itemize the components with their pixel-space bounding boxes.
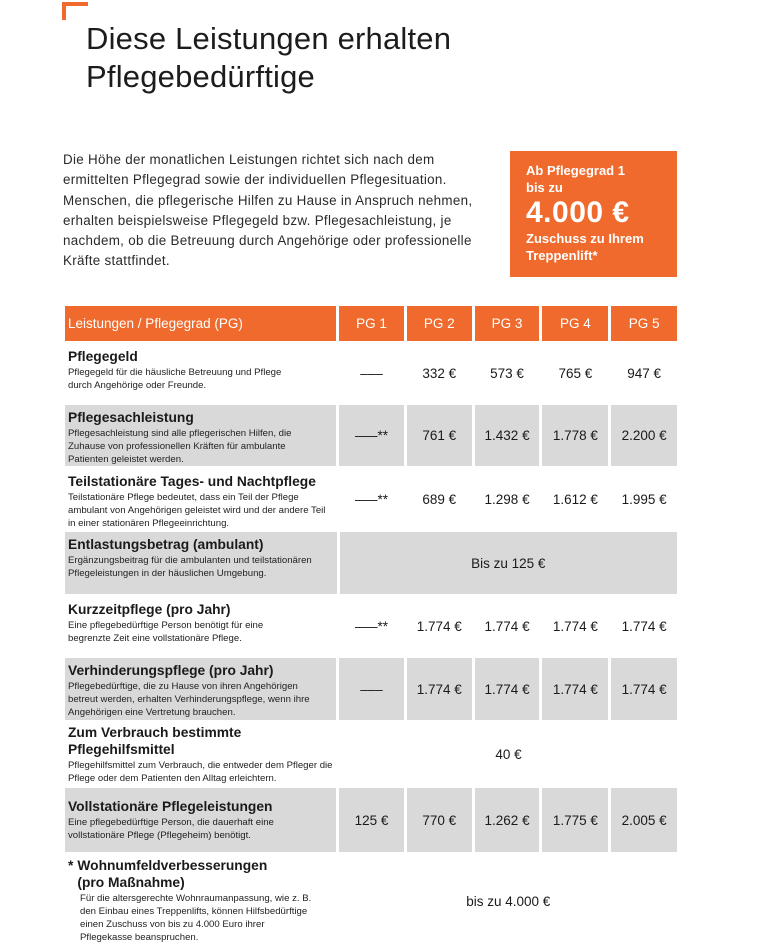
row-description: Pflegehilfsmittel zum Verbrauch, die entweder dem Pfleger die Pflege oder dem Patienten den Alltag erleichtern. [68,760,333,784]
value-cell: 1.612 € [552,491,598,507]
promo-box [510,151,677,277]
table-row [65,532,677,594]
promo-line-1: Ab Pflegegrad 1 [526,163,625,178]
value-cell: 1.774 € [542,658,608,720]
row-label [65,405,336,466]
value-cell: ––– [360,365,383,381]
row-description: Pflegesachleistung sind alle pflegerischen Hilfen, die Zuhause von professionellen Kräften für ambulante Patienten geleistet werden. [68,428,292,465]
value-cell: 1.262 € [475,788,540,852]
value-cell: –––** [354,618,389,634]
row-description: Pflegegeld für die häusliche Betreuung und Pflege durch Angehörige oder Freunde. [68,367,282,391]
row-label [65,532,337,594]
promo-line-2: bis zu [526,180,563,195]
table-row [65,788,677,852]
title-line-2: Pflegebedürftige [86,59,315,94]
header-cell: PG 2 [407,306,472,341]
value-cell: 1.432 € [475,405,540,466]
value-cell: 1.774 € [621,618,667,634]
header-cell: Leistungen / Pflegegrad (PG) [65,306,336,341]
value-cell: 1.774 € [611,658,677,720]
header-cell: PG 3 [475,306,540,341]
intro-paragraph: Die Höhe der monatlichen Leistungen richtet sich nach dem ermittelten Pflegegrad sowie der individuellen Pflegesituation. Menschen, die pflegerische Hilfen zu Hause in Anspruch nehmen, erhalten beispielsweise Pflegegeld bzw. Pflegesachleistung, je nachdem, ob die Betreuung durch Angehörige oder professionelle Kräfte stattfindet. [63,152,473,269]
span-value-cell: Bis zu 125 € [340,532,677,594]
span-value-cell: 40 € [495,746,522,762]
row-title: Pflegegeld [68,349,138,364]
table-row [65,469,677,529]
value-cell: 947 € [627,365,662,381]
value-cell: 1.298 € [484,491,530,507]
value-cell: ––– [339,658,404,720]
promo-line-4: Treppenlift* [526,248,598,263]
row-title: Pflegesachleistung [68,410,194,425]
value-cell: 761 € [407,405,472,466]
promo-amount: 4.000 € [526,196,630,229]
row-description: Eine pflegebedürftige Person, die dauerhaft eine vollstationäre Pflege (Pflegeheim) benötigt. [68,817,274,841]
header-cell: PG 1 [339,306,404,341]
row-title: Wohnumfeldverbesserungen (pro Maßnahme) [77,858,268,890]
row-label [65,658,336,720]
value-cell: –––** [354,491,389,507]
header-cell: PG 4 [542,306,608,341]
row-title: Vollstationäre Pflegeleistungen [68,799,273,814]
value-cell: 1.775 € [542,788,608,852]
row-label [65,344,336,402]
row-label [65,788,336,852]
value-cell: –––** [339,405,404,466]
value-cell: 125 € [339,788,404,852]
row-label [65,597,336,655]
value-cell: 1.774 € [407,658,472,720]
page-title [86,20,451,96]
row-title: Zum Verbrauch bestimmte Pflegehilfsmittel [68,725,242,757]
row-title: Entlastungsbetrag (ambulant) [68,537,264,552]
row-label [65,723,337,785]
row-description: Eine pflegebedürftige Person benötigt für eine begrenzte Zeit eine vollstationäre Pflege. [68,620,264,644]
value-cell: 689 € [422,491,457,507]
row-label [65,469,336,529]
value-cell: 332 € [422,365,457,381]
benefits-table [65,306,677,950]
corner-accent [62,2,88,20]
value-cell: 1.774 € [484,618,530,634]
table-row [65,597,677,655]
header-cell: PG 5 [611,306,677,341]
value-cell: 765 € [558,365,593,381]
title-line-1: Diese Leistungen erhalten [86,21,452,56]
table-row [65,658,677,720]
value-cell: 2.200 € [611,405,677,466]
footnote-star: * [68,858,74,873]
value-cell: 770 € [407,788,472,852]
row-description: Pflegebedürftige, die zu Hause von ihren Angehörigen betreut werden, erhalten Verhinderungspflege, wenn ihre Angehörigen eine Vertretung brauchen. [68,681,310,718]
table-row [65,405,677,466]
promo-line-3: Zuschuss zu Ihrem [526,231,644,246]
table-header-row [65,306,677,341]
row-description: Für die altersgerechte Wohnraumanpassung, wie z. B. den Einbau eines Treppenlifts, können Hilfsbedürftige einen Zuschuss von bis zu 4.000 Euro ihrer Pflegekasse beanspruchen. [80,893,312,943]
row-title: Kurzzeitpflege (pro Jahr) [68,602,231,617]
value-cell: 1.778 € [542,405,608,466]
value-cell: 573 € [490,365,524,381]
row-description: Teilstationäre Pflege bedeutet, dass ein Teil der Pflege ambulant von Angehörigen geleistet wird und der andere Teil in einer stationären Pflegeeinrichtung. [68,492,326,529]
table-row [65,855,677,947]
value-cell: 1.774 € [552,618,598,634]
row-title: Verhinderungspflege (pro Jahr) [68,663,274,678]
table-row [65,344,677,402]
row-title: Teilstationäre Tages- und Nachtpflege [68,474,316,489]
value-cell: 1.774 € [416,618,462,634]
value-cell: 1.774 € [475,658,540,720]
span-value-cell: bis zu 4.000 € [466,893,551,909]
row-label [65,855,337,947]
value-cell: 1.995 € [621,491,667,507]
table-row [65,723,677,785]
value-cell: 2.005 € [611,788,677,852]
row-description: Ergänzungsbeitrag für die ambulanten und teilstationären Pflegeleistungen in der häuslichen Umgebung. [68,555,312,579]
row-title-wrap [68,857,267,891]
